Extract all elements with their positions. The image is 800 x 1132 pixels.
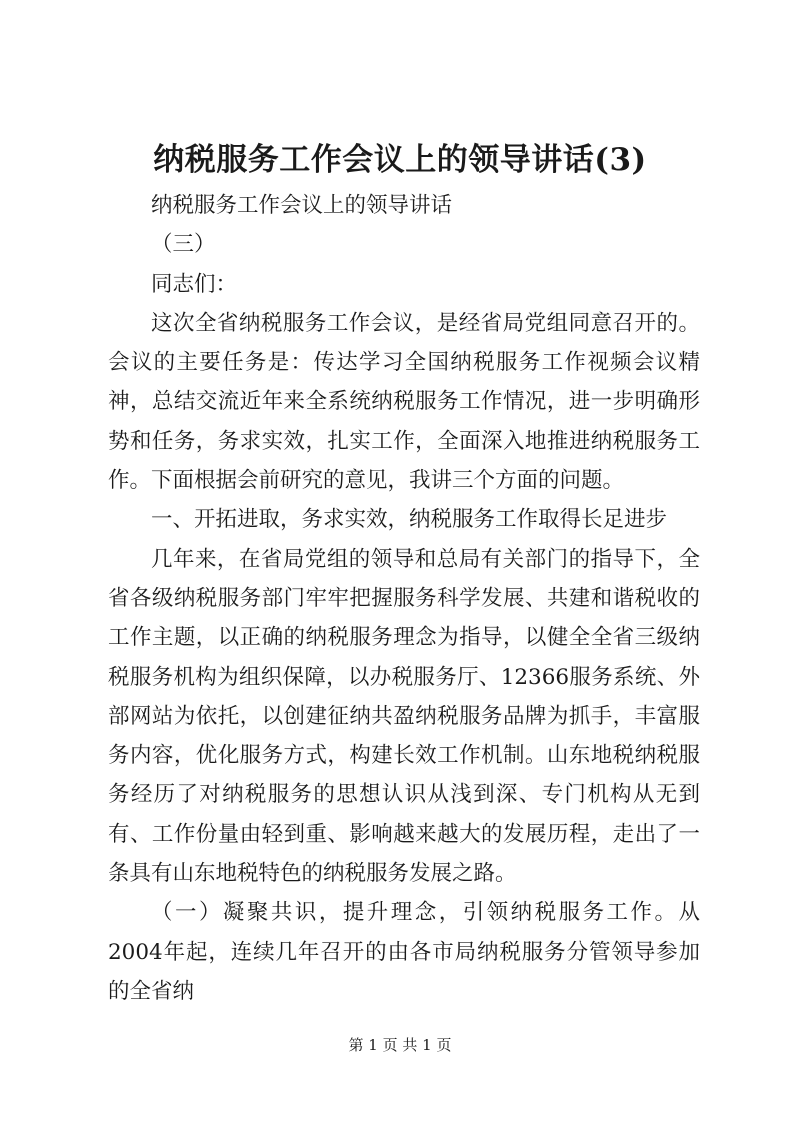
paragraph-consensus: （一）凝聚共识，提升理念，引领纳税服务工作。从2004年起，连续几年召开的由各市局纳税服务分管领导参加的全省纳 (108, 900, 700, 1004)
document-body (108, 186, 700, 1011)
paragraph-intro: 这次全省纳税服务工作会议，是经省局党组同意召开的。会议的主要任务是：传达学习全国纳税服务工作视频会议精神，总结交流近年来全系统纳税服务工作情况，进一步明确形势和任务，务求实效，扎实工作，全面深入地推进纳税服务工作。下面根据会前研究的意见，我讲三个方面的问题。 (108, 310, 700, 494)
paragraph-section-heading: 一、开拓进取，务求实效，纳税服务工作取得长足进步 (151, 507, 668, 533)
paragraph-subtitle: 纳税服务工作会议上的领导讲话 (151, 193, 453, 218)
paragraph-part-number: （三） (151, 232, 216, 258)
document-title: 纳税服务工作会议上的领导讲话(3) (153, 142, 647, 178)
page-footer: 第 1 页 共 1 页 (348, 1036, 452, 1054)
paragraph-progress: 几年来，在省局党组的领导和总局有关部门的指导下，全省各级纳税服务部门牢牢把握服务科学发展、共建和谐税收的工作主题，以正确的纳税服务理念为指导，以健全全省三级纳税服务机构为组织保障，以办税服务厅、12366服务系统、外部网站为依托，以创建征纳共盈纳税服务品牌为抓手，丰富服务内容，优化服务方式，构建长效工作机制。山东地税纳税服务经历了对纳税服务的思想认识从浅到深、专门机构从无到有、工作份量由轻到重、影响越来越大的发展历程，走出了一条具有山东地税特色的纳税服务发展之路。 (108, 546, 700, 887)
paragraph-salutation: 同志们： (151, 271, 238, 297)
